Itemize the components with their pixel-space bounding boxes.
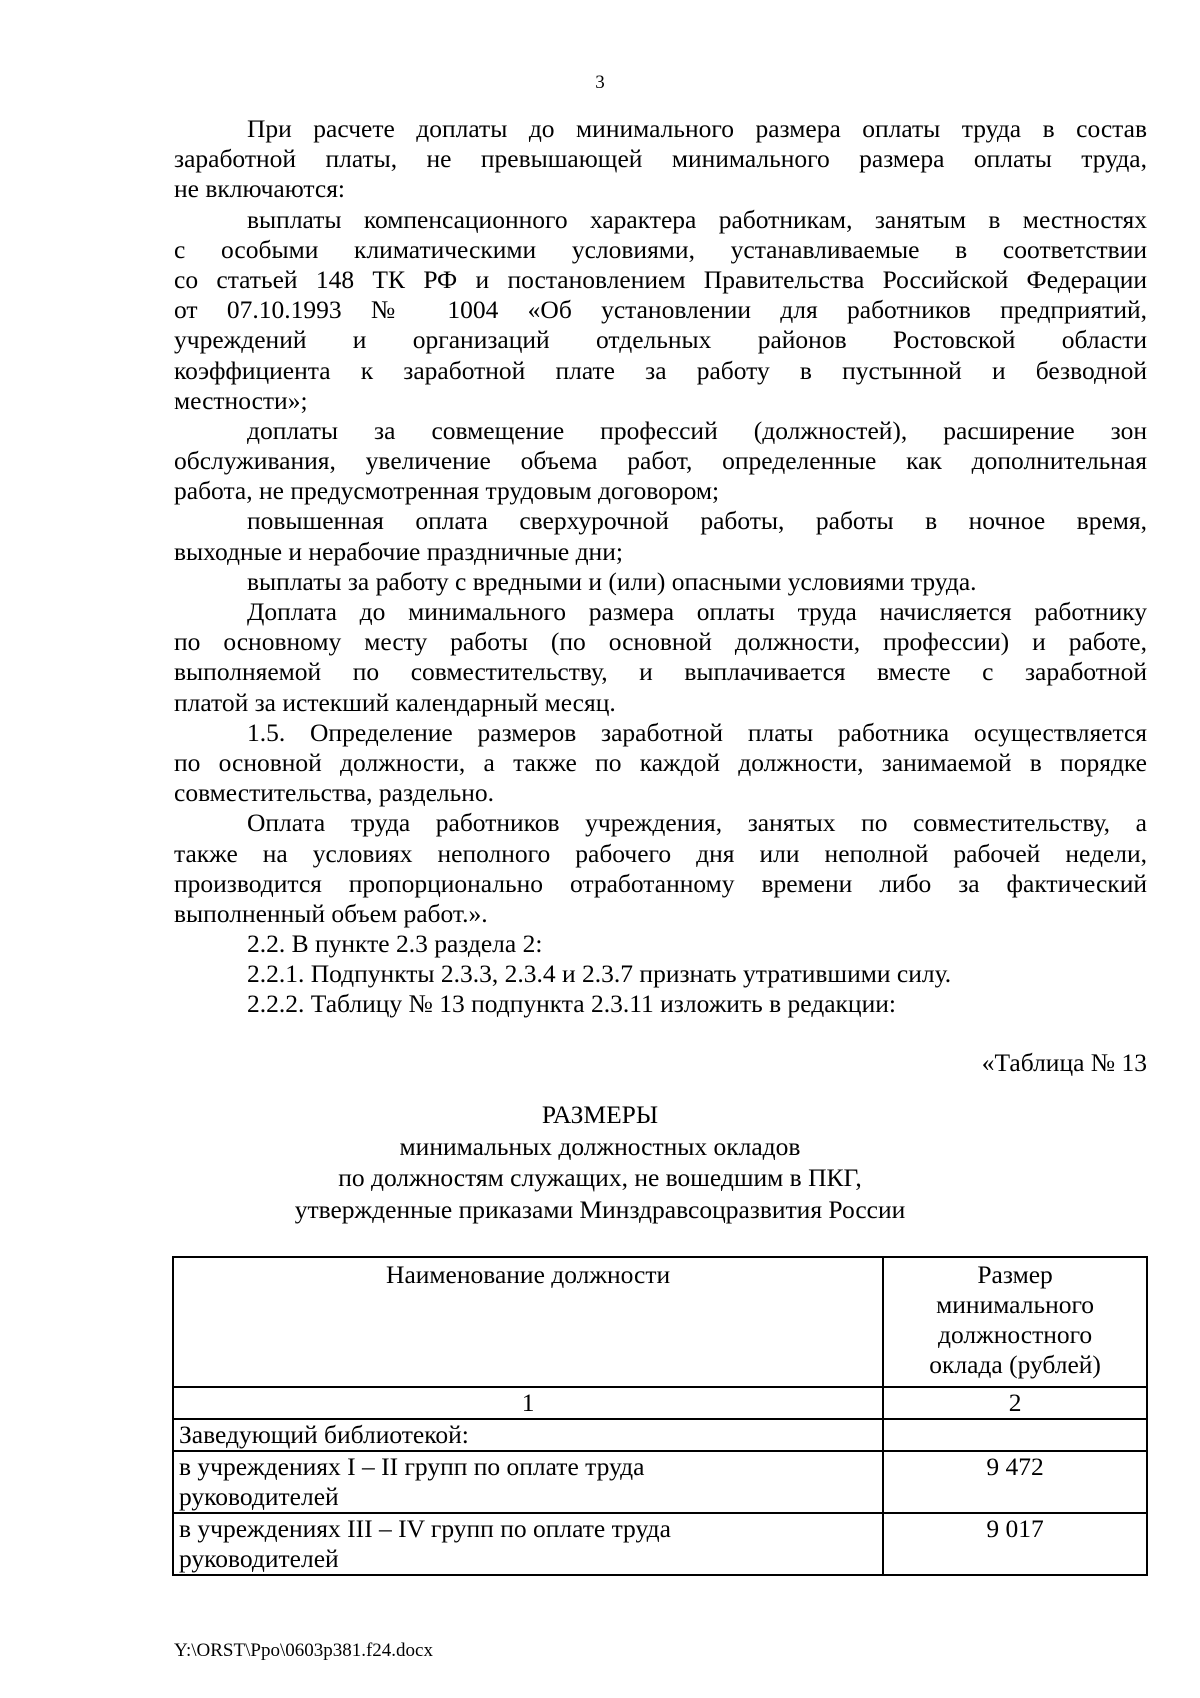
position-name: Заведующий библиотекой: bbox=[173, 1419, 883, 1451]
position-name-line: руководителей bbox=[179, 1482, 339, 1511]
header-position-name: Наименование должности bbox=[173, 1257, 883, 1387]
salary-value bbox=[883, 1419, 1147, 1451]
body-text-line: с особыми климатическими условиями, устанавливаемые в соответствии bbox=[174, 234, 1147, 264]
table-row bbox=[173, 1513, 1147, 1575]
table-label: «Таблица № 13 bbox=[981, 1048, 1147, 1077]
salary-table bbox=[172, 1256, 1148, 1576]
body-text bbox=[174, 114, 1147, 1020]
body-text-line: 2.2. В пункте 2.3 раздела 2: bbox=[247, 929, 543, 959]
position-name bbox=[173, 1451, 883, 1513]
body-text-line: При расчете доплаты до минимального размера оплаты труда в состав bbox=[247, 114, 1147, 143]
body-text-line: 1.5. Определение размеров заработной платы работника осуществляется bbox=[247, 717, 1147, 747]
position-name-line: руководителей bbox=[179, 1544, 339, 1573]
column-number: 2 bbox=[883, 1387, 1147, 1419]
body-text-line: 2.2.1. Подпункты 2.3.3, 2.3.4 и 2.3.7 признать утратившими силу. bbox=[247, 959, 952, 989]
body-text-line: выполненный объем работ.». bbox=[174, 898, 488, 928]
column-number: 1 bbox=[173, 1387, 883, 1419]
body-text-line: не включаются: bbox=[174, 174, 346, 204]
position-name-line: в учреждениях I – II групп по оплате труда bbox=[179, 1452, 645, 1481]
header-salary-line: оклада (рублей) bbox=[929, 1350, 1101, 1379]
body-text-line: Доплата до минимального размера оплаты труда начисляется работнику bbox=[247, 597, 1147, 626]
body-text-line: выплаты за работу с вредными и (или) опасными условиями труда. bbox=[247, 566, 977, 596]
table-heading-line-4: утвержденные приказами Минздравсоцразвития России bbox=[294, 1195, 906, 1224]
table-row bbox=[173, 1419, 1147, 1451]
body-text-line: по основной должности, а также по каждой должности, занимаемой в порядке bbox=[174, 747, 1147, 777]
body-text-line: выполняемой по совместительству, и выплачивается вместе с заработной bbox=[174, 657, 1147, 687]
salary-value: 9 017 bbox=[883, 1513, 1147, 1575]
header-salary-line: минимального bbox=[936, 1290, 1095, 1319]
table-header-row bbox=[173, 1257, 1147, 1387]
position-name-line: в учреждениях III – IV групп по оплате труда bbox=[179, 1514, 671, 1543]
body-text-line: коэффициента к заработной плате за работу в пустынной и безводной bbox=[174, 355, 1147, 385]
body-text-line: доплаты за совмещение профессий (должностей), расширение зон bbox=[247, 415, 1147, 445]
column-number-row bbox=[173, 1387, 1147, 1419]
body-text-line: учреждений и организаций отдельных районов Ростовской области bbox=[174, 325, 1147, 355]
table-row bbox=[173, 1451, 1147, 1513]
table-heading-title: РАЗМЕРЫ bbox=[541, 1100, 659, 1129]
body-text-line: от 07.10.1993 № 1004 «Об установлении для работников предприятий, bbox=[174, 295, 1147, 325]
body-text-line: выплаты компенсационного характера работникам, занятым в местностях bbox=[247, 204, 1147, 234]
header-salary-line: должностного bbox=[937, 1320, 1093, 1349]
body-text-line: платой за истекший календарный месяц. bbox=[174, 687, 616, 717]
salary-value: 9 472 bbox=[883, 1451, 1147, 1513]
body-text-line: заработной платы, не превышающей минимального размера оплаты труда, bbox=[174, 144, 1147, 174]
body-text-line: также на условиях неполного рабочего дня или неполной рабочей недели, bbox=[174, 838, 1147, 868]
body-text-line: работа, не предусмотренная трудовым договором; bbox=[174, 476, 720, 506]
body-text-line: совместительства, раздельно. bbox=[174, 778, 495, 808]
body-text-line: Оплата труда работников учреждения, занятых по совместительству, а bbox=[247, 808, 1147, 838]
header-salary-size bbox=[883, 1257, 1147, 1387]
body-text-line: со статьей 148 ТК РФ и постановлением Правительства Российской Федерации bbox=[174, 264, 1147, 294]
body-text-line: по основному месту работы (по основной должности, профессии) и работе, bbox=[174, 627, 1147, 657]
body-text-line: выходные и нерабочие праздничные дни; bbox=[174, 536, 623, 566]
body-text-line: местности»; bbox=[174, 385, 308, 415]
page-number: 3 bbox=[595, 72, 605, 93]
header-salary-line: Размер bbox=[977, 1260, 1053, 1289]
body-text-line: обслуживания, увеличение объема работ, определенные как дополнительная bbox=[174, 446, 1147, 476]
table-heading-line-3: по должностям служащих, не вошедшим в ПКГ, bbox=[338, 1163, 862, 1192]
body-text-line: 2.2.2. Таблицу № 13 подпункта 2.3.11 изложить в редакции: bbox=[247, 989, 896, 1019]
position-name bbox=[173, 1513, 883, 1575]
footer-file-path: Y:\ORST\Ppo\0603p381.f24.docx bbox=[174, 1640, 433, 1661]
table-heading-line-2: минимальных должностных окладов bbox=[399, 1132, 801, 1161]
body-text-line: производится пропорционально отработанному времени либо за фактический bbox=[174, 868, 1147, 898]
body-text-line: повышенная оплата сверхурочной работы, работы в ночное время, bbox=[247, 506, 1147, 536]
